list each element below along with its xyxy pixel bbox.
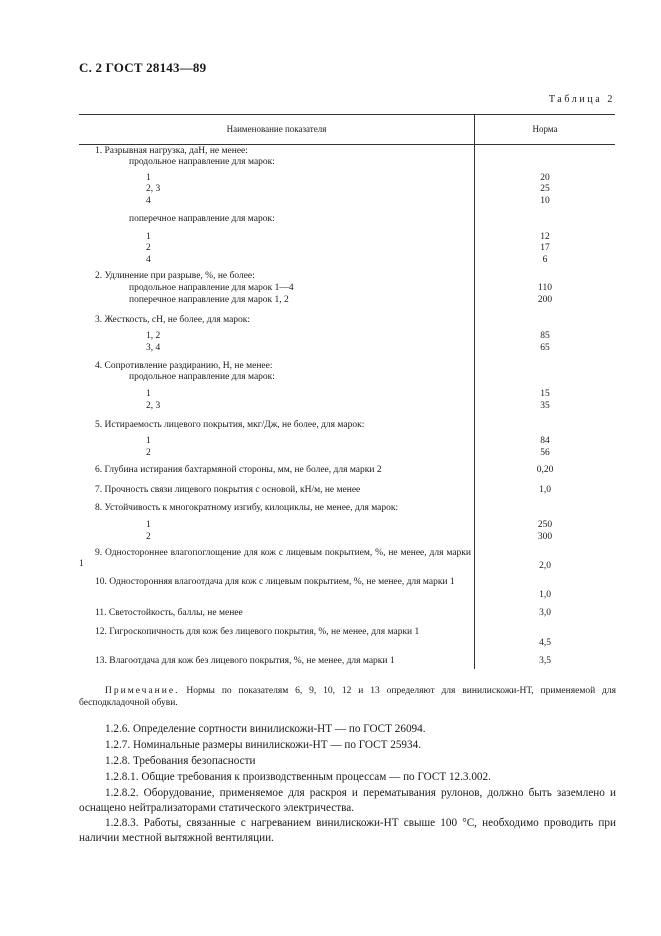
paragraph: 1.2.8.1. Общие требования к производственным процессам — по ГОСТ 12.3.002. xyxy=(105,771,491,783)
page-header: С. 2 ГОСТ 28143—89 xyxy=(79,60,207,75)
column-header-norm: Норма xyxy=(532,124,558,134)
properties-table: Наименование показателя Норма 1. Разрывная нагрузка, даН, не менее: продольное направление для марок: 1 20 2, 3 25 4 10 поперечное направление для марок: 1 12 2 17 4 6 2. Удлинение при разрыве, %, не более: продольное направление для марок 1—4 110 поперечное направление для марок 1, 2 200 3. Жесткость, сН, не более, для марок: 1, 2 85 3, 4 65 4. Сопротивление раздиранию, Н, не менее: продольное направление для марок: 1 15 2, 3 35 5. Истираемость лицевого покрытия, мкг/Дж, не более, для марок: 1 84 2 56 6. Глубина истирания бахтармяной стороны, мм, не более, для марки 2 0,20 7. Прочность связи лицевого покрытия с основой, кН/м, не менее 1,0 8. Устойчивость к многократному изгибу, килоциклы, не менее, для марок: 1 250 2 300 9. Одностороннее влагопоглощение для кож с лицевым покрытием, %, не менее, для марки 1 2,0 10. Односторонняя влагоотдача для кож с лицевым покрытием, %, не менее, для марки 1 1,0 11. Светостойкость, баллы, не менее 3,0 12. Гигроскопичность для кож без лицевого покрытия, %, не менее, для марки 1 4,5 13. Влагоотдача для кож без лицевого покрытия, %, не менее, для марки 1 3,5 xyxy=(79,114,615,669)
note-label: Примечание. xyxy=(105,686,180,696)
table-top-rule xyxy=(79,114,615,115)
table-note xyxy=(79,685,616,709)
paragraph: 1.2.8. Требования безопасности xyxy=(105,755,256,767)
column-header-name: Наименование показателя xyxy=(226,124,327,134)
note-text: Нормы по показателям 6, 9, 10, 12 и 13 определяют для винилискожи-НТ, применяемой для бесподкладочной обуви. xyxy=(79,686,616,708)
paragraph: 1.2.8.3. Работы, связанные с нагреванием винилискожи-НТ свыше 100 °С, необходимо проводить при наличии местной вытяжной вентиляции. xyxy=(79,817,616,844)
table-caption: Таблица 2 xyxy=(548,94,615,105)
paragraph: 1.2.8.2. Оборудование, применяемое для раскроя и перематывания рулонов, должно быть заземлено и оснащено нейтрализаторами статического электричества. xyxy=(79,787,616,814)
table-header-rule xyxy=(79,144,615,145)
paragraph: 1.2.6. Определение сортности винилискожи-НТ — по ГОСТ 26094. xyxy=(105,723,426,735)
paragraph: 1.2.7. Номинальные размеры винилискожи-НТ — по ГОСТ 25934. xyxy=(105,739,422,751)
